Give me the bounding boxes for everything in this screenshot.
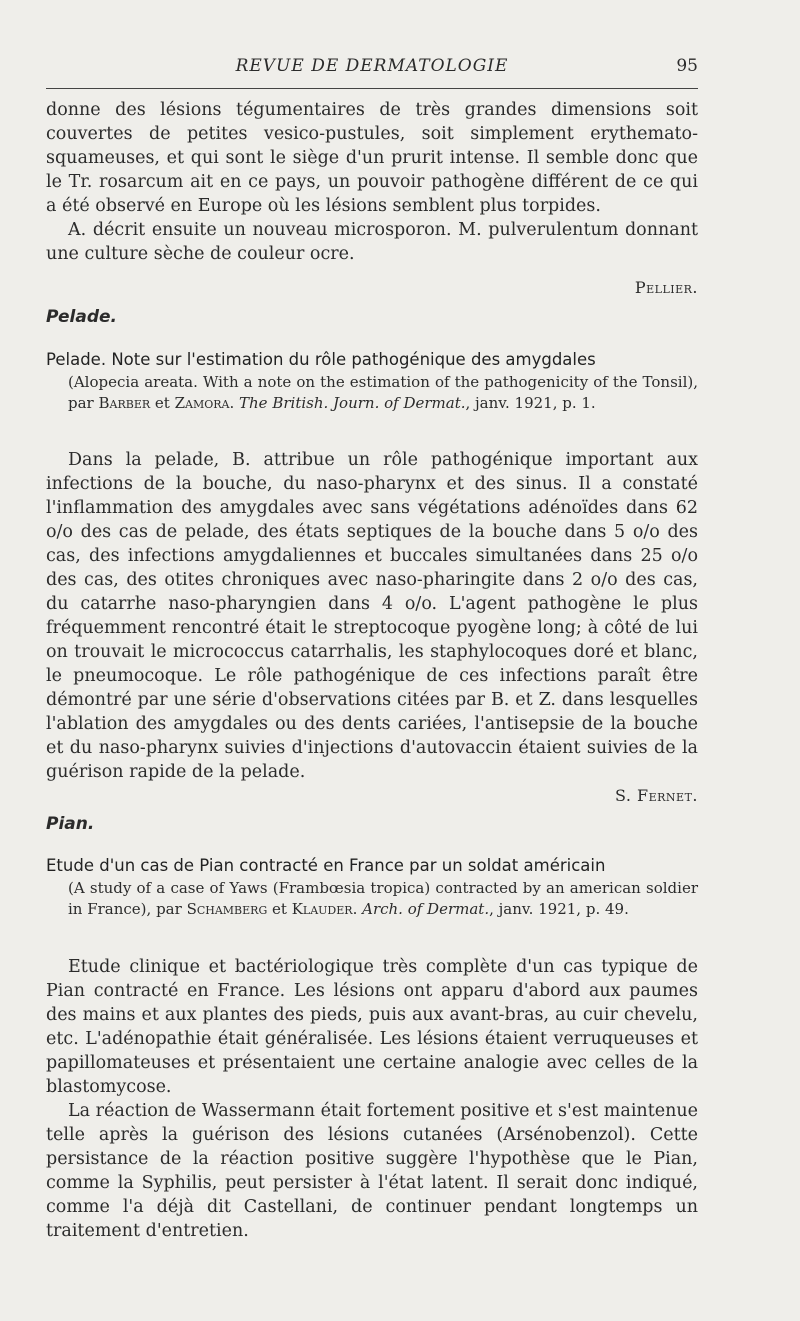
section-heading-pian: Pian. — [46, 814, 95, 834]
reference-date: , janv. 1921, p. 1. — [465, 394, 596, 412]
author-klauder: Klauder — [291, 900, 353, 918]
header-rule — [46, 88, 698, 89]
reference-dot: . — [352, 900, 363, 918]
intro-paragraph-1: donne des lésions tégumentaires de très grandes dimensions soit couvertes de petites vesico-pustules, soit simplement erythemato-squameuses, et qui sont le siège d'un prurit intense. Il semble donc que le Tr. rosarcum ait en ce pays, un pouvoir pathogène différent de ce qui a été observé en Europe où les lésions semblent plus torpides. — [46, 100, 698, 216]
section-heading-pelade: Pelade. — [46, 307, 117, 327]
article-body-pian-1: Etude clinique et bactériologique très complète d'un cas typique de Pian contracté en France. Les lésions ont apparu d'abord aux paumes des mains et aux plantes des pieds, puis aux avant-bras, au cuir chevelu, etc. L'adénopathie était généralisée. Les lésions étaient verruqueuses et papillomateuses et présentaient une certaine analogie avec celles de la blastomycose. — [46, 957, 698, 1097]
author-barber: Barber — [98, 394, 151, 412]
journal-name: The British. Journ. of Dermat. — [239, 394, 466, 412]
author-schamberg: Schamberg — [186, 900, 268, 918]
journal-name: Arch. of Dermat. — [362, 900, 490, 918]
page-header — [46, 56, 698, 86]
reference-dot: . — [229, 394, 240, 412]
article-pian — [46, 854, 698, 920]
signature-fernet: S. Fernet. — [614, 786, 698, 805]
article-title-pian: Etude d'un cas de Pian contracté en France par un soldat américain — [46, 856, 606, 875]
author-zamora: Zamora — [174, 394, 230, 412]
reference-text: (A study of a case of Yaws (Frambœsia tropica) contracted by an american soldier in France), par — [68, 879, 698, 918]
article-reference-pian — [68, 878, 698, 920]
running-title: REVUE DE DERMATOLOGIE — [235, 56, 509, 76]
reference-text: (Alopecia areata. With a note on the estimation of the pathogenicity of the Tonsil), par — [68, 373, 698, 412]
intro-paragraph-2: A. décrit ensuite un nouveau microsporon. M. pulverulentum donnant une culture sèche de couleur ocre. — [46, 220, 698, 264]
article-body-pelade: Dans la pelade, B. attribue un rôle pathogénique important aux infections de la bouche, du naso-pharynx et des sinus. Il a constaté l'inflammation des amygdales avec sans végétations adénoïdes dans 62 o/o des cas de pelade, des états septiques de la bouche dans 5 o/o des cas, des infections amygdaliennes et buccales simultanées dans 25 o/o des cas, des otites chroniques avec naso-pharingite dans 2 o/o des cas, du catarrhe naso-pharyngien dans 4 o/o. L'agent pathogène le plus fréquemment rencontré était le streptocoque pyogène long; à côté de lui on trouvait le micrococcus catarrhalis, les staphylocoques doré et blanc, le pneumocoque. Le rôle pathogénique de ces infections paraît être démontré par une série d'observations citées par B. et Z. dans lesquelles l'ablation des amygdales ou des dents cariées, l'antisepsie de la bouche et du naso-pharynx suivies d'injections d'autovaccin étaient suivies de la guérison rapide de la pelade. — [46, 450, 698, 782]
article-body-pian-2: La réaction de Wassermann était fortement positive et s'est maintenue telle après la guérison des lésions cutanées (Arsénobenzol). Cette persistance de la réaction positive suggère l'hypothèse que le Pian, comme la Syphilis, peut persister à l'état latent. Il serait donc indiqué, comme l'a déjà dit Castellani, de continuer pendant longtemps un traitement d'entretien. — [46, 1101, 698, 1241]
reference-and: et — [267, 900, 292, 918]
article-pelade — [46, 348, 698, 414]
signature-pellier: Pellier. — [634, 278, 698, 297]
reference-date: , janv. 1921, p. 49. — [489, 900, 629, 918]
reference-and: et — [150, 394, 175, 412]
intro-block — [46, 98, 698, 266]
page-number: 95 — [676, 56, 698, 76]
article-title-pelade: Pelade. Note sur l'estimation du rôle pathogénique des amygdales — [46, 350, 596, 369]
article-reference-pelade — [68, 372, 698, 414]
